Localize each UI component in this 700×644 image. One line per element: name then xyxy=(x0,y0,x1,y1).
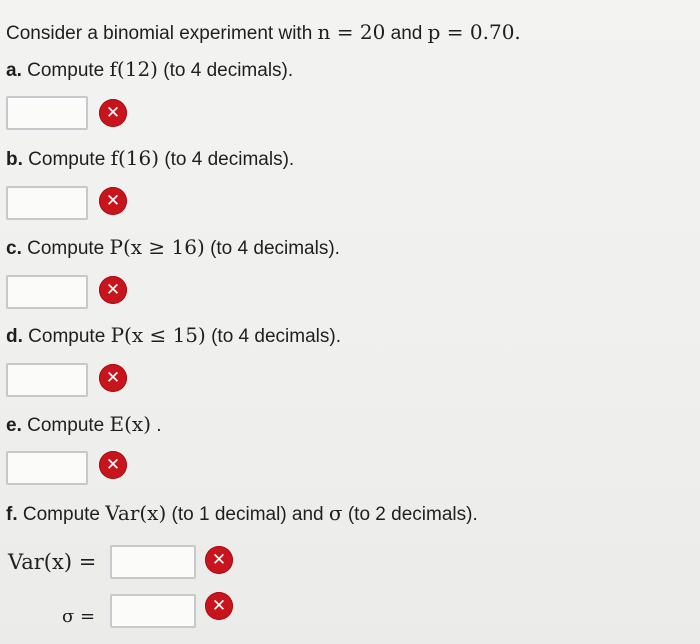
question-verb: Compute xyxy=(27,238,105,259)
sigma-answer-input[interactable] xyxy=(110,594,196,628)
sigma-symbol: σ xyxy=(328,501,343,525)
answer-input-a[interactable] xyxy=(6,96,88,130)
p-value: p = 0.70. xyxy=(427,20,521,44)
question-letter: d. xyxy=(6,326,23,347)
question-verb: Compute xyxy=(27,415,105,436)
question-f xyxy=(6,501,478,527)
intro-and: and xyxy=(390,23,423,44)
question-letter: e. xyxy=(6,415,22,436)
question-expression: f(12) xyxy=(109,57,158,81)
question-expression: E(x) xyxy=(109,412,152,436)
question-expression: P(x ≤ 15) xyxy=(110,323,206,347)
question-b xyxy=(6,146,294,172)
question-e xyxy=(6,412,162,438)
var-label: Var(x) = xyxy=(8,550,97,574)
problem-statement xyxy=(6,20,521,46)
incorrect-icon: ✕ xyxy=(99,276,127,304)
question-letter: b. xyxy=(6,149,23,170)
question-c xyxy=(6,235,340,261)
answer-input-e[interactable] xyxy=(6,451,88,485)
question-verb: Compute xyxy=(27,60,105,81)
question-precision: (to 4 decimals). xyxy=(163,60,294,81)
question-verb: Compute xyxy=(22,504,100,525)
question-precision: (to 4 decimals). xyxy=(210,238,340,259)
question-letter: f. xyxy=(6,504,18,525)
incorrect-icon: ✕ xyxy=(205,546,233,574)
question-letter: a. xyxy=(6,60,22,81)
question-precision: (to 1 decimal) and xyxy=(171,504,324,525)
incorrect-icon: ✕ xyxy=(205,592,233,620)
answer-input-b[interactable] xyxy=(6,186,88,220)
answer-input-c[interactable] xyxy=(6,275,88,309)
incorrect-icon: ✕ xyxy=(99,99,127,127)
question-precision-sigma: (to 2 decimals). xyxy=(347,504,478,525)
question-d xyxy=(6,323,341,349)
question-verb: Compute xyxy=(28,326,106,347)
n-value: n = 20 xyxy=(317,20,386,44)
question-expression: P(x ≥ 16) xyxy=(109,235,205,259)
question-expression: Var(x) xyxy=(105,501,167,525)
question-a xyxy=(6,57,293,83)
answer-input-d[interactable] xyxy=(6,363,88,397)
question-letter: c. xyxy=(6,238,22,259)
question-expression: f(16) xyxy=(110,146,160,170)
question-precision: (to 4 decimals). xyxy=(164,149,295,170)
var-answer-input[interactable] xyxy=(110,545,196,579)
incorrect-icon: ✕ xyxy=(99,364,127,392)
question-precision: (to 4 decimals). xyxy=(211,326,341,347)
incorrect-icon: ✕ xyxy=(99,451,127,479)
sigma-label: σ = xyxy=(62,606,96,627)
question-precision: . xyxy=(156,415,162,436)
intro-text: Consider a binomial experiment with xyxy=(6,23,313,44)
incorrect-icon: ✕ xyxy=(99,187,127,215)
question-verb: Compute xyxy=(28,149,106,170)
